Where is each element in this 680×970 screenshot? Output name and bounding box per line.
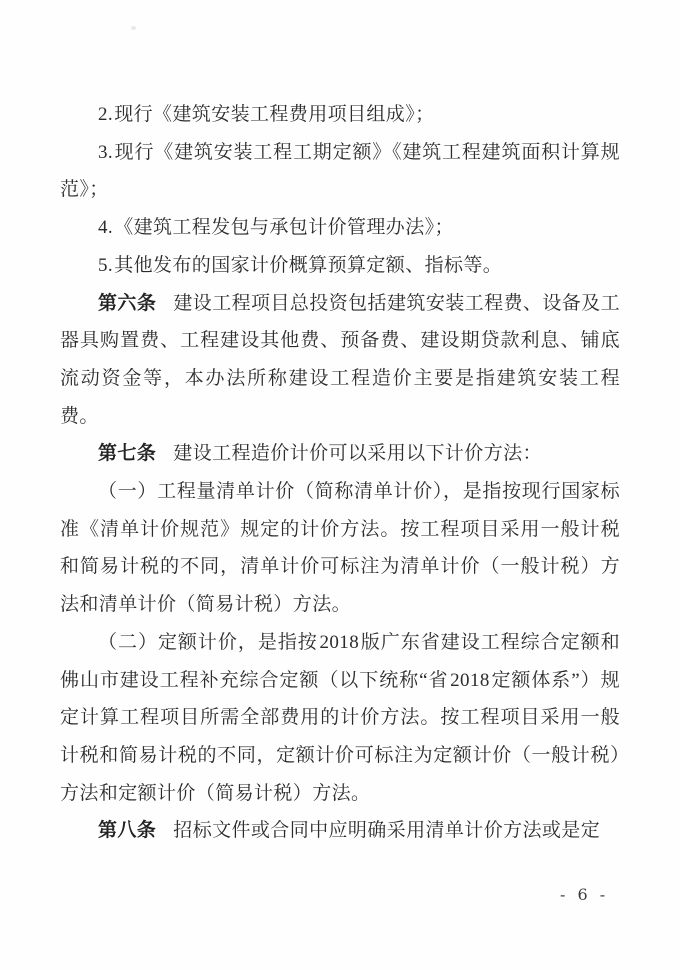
- paragraph-text: 5. 其他发布的国家计价概算预算定额、指标等。: [98, 254, 503, 276]
- article-number: 第六条: [98, 292, 157, 314]
- paragraph-text: 3. 现行《建筑安装工程工期定额》《建筑工程建筑面积计算规范》；: [60, 141, 620, 201]
- sub-item-paragraph: [60, 473, 620, 624]
- article-paragraph: [60, 812, 620, 850]
- page-number: - 6 -: [560, 885, 608, 904]
- list-item: [60, 96, 620, 134]
- list-item: [60, 247, 620, 285]
- article-number: 第八条: [98, 820, 157, 842]
- paragraph-text: 建设工程项目总投资包括建筑安装工程费、设备及工器具购置费、工程建设其他费、预备费、建设期贷款利息、铺底流动资金等，本办法所称建设工程造价主要是指建筑安装工程费。: [60, 292, 621, 427]
- list-item: [60, 134, 620, 209]
- scan-artifact: [131, 26, 136, 30]
- article-paragraph: [60, 435, 620, 473]
- paragraph-text: 建设工程造价计价可以采用以下计价方法：: [173, 443, 542, 465]
- sub-item-paragraph: [60, 624, 620, 813]
- document-body: [60, 96, 620, 850]
- paragraph-text: （二）定额计价，是指按 2018 版广东省建设工程综合定额和佛山市建设工程补充综合定额（以下统称“省 2018 定额体系”）规定计算工程项目所需全部费用的计价方法。按工程项目采用一般计税和简易计税的不同，定额计价可标注为定额计价（一般计税）方法和定额计价（简易计税）方法。: [60, 631, 620, 804]
- paragraph-text: 4. 《建筑工程发包与承包计价管理办法》；: [98, 217, 454, 239]
- paragraph-text: （一）工程量清单计价（简称清单计价），是指按现行国家标准《清单计价规范》规定的计价方法。按工程项目采用一般计税和简易计税的不同，清单计价可标注为清单计价（一般计税）方法和清单计价（简易计税）方法。: [60, 481, 620, 616]
- list-item: [60, 209, 620, 247]
- paragraph-text: 招标文件或合同中应明确采用清单计价方法或是定: [173, 820, 601, 842]
- article-paragraph: [60, 285, 620, 436]
- article-number: 第七条: [98, 443, 157, 465]
- paragraph-text: 2. 现行《建筑安装工程费用项目组成》；: [98, 104, 435, 125]
